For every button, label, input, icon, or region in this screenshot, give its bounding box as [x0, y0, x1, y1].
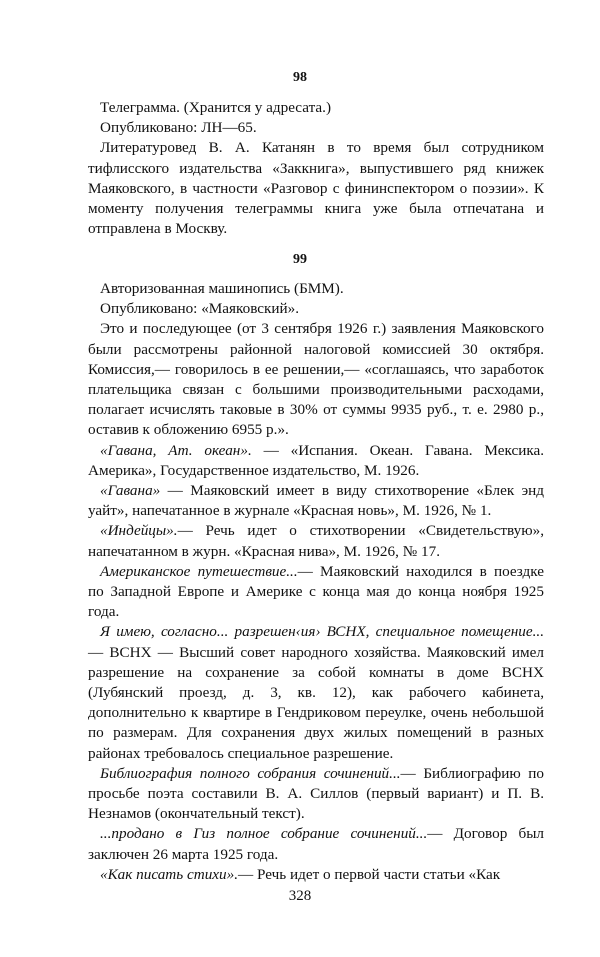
note-text: — «Испания. Океан. Гавана. Мексика. Америка», Государственное издательство, М. 1926.: [88, 441, 545, 479]
note-text: — Речь идет о стихотворении «Свидетельствую», напечатанном в журн. «Красная нива», М. 1926, № 17.: [88, 522, 544, 560]
note-term: «Гавана»: [100, 482, 161, 500]
section-99-body: [88, 279, 544, 885]
source-note: Авторизованная машинопись (БММ).: [100, 280, 344, 297]
note-text: — Речь идет о первой части статьи «Как: [238, 865, 501, 883]
note-term: ...продано в Гиз полное собрание сочинений...: [100, 825, 428, 843]
note-text: — Договор был заключен 26 марта 1925 года.: [88, 825, 544, 863]
note-paragraph: [88, 865, 544, 885]
commentary-paragraph: Литературовед В. А. Катанян в то время был сотрудником тифлисского издательства «Заккнига», выпустившего ряд книжек Маяковского, в частности «Разговор с фининспектором о поэзии». К моменту получения телеграммы книга уже была отпечатана и отправлена в Москву.: [88, 139, 544, 238]
note-paragraph: [88, 824, 544, 864]
published-note: Опубликовано: ЛН—65.: [100, 119, 257, 137]
note-paragraph: [88, 441, 544, 481]
note-text: — Маяковский находился в поездке по Западной Европе и Америке с конца мая до конца ноября 1925 года.: [88, 562, 544, 621]
note-term: «Гавана, Ат. океан».: [100, 441, 252, 459]
note-term: Библиография полного собрания сочинений...: [100, 764, 401, 782]
note-term: «Как писать стихи».: [100, 865, 239, 883]
note-text: — Библиографию по просьбе поэта составили В. А. Силлов (первый вариант) и П. В. Незнамов (окончательный текст).: [88, 764, 544, 823]
note-paragraph: [88, 481, 544, 521]
note-paragraph: [88, 764, 544, 825]
note-term: Я имею, согласно... разрешен‹ия› ВСНХ, специальное помещение...: [100, 623, 544, 641]
telegram-note: Телеграмма. (Хранится у адресата.): [100, 99, 332, 116]
note-term: «Индейцы».: [100, 522, 178, 540]
section-98-body: [88, 98, 544, 239]
published-note: Опубликовано: «Маяковский».: [100, 300, 300, 318]
note-paragraph: [88, 521, 544, 561]
note-text: — ВСНХ — Высший совет народного хозяйства. Маяковский имел разрешение на сохранение за собой комнаты в доме ВСНХ (Лубянский проезд, д. 3, кв. 12), как рабочего кабинета, дополнительно к квартире в Гендриковом переулке, очень небольшой по размерам. Для сохранения двух жилых помещений в разных районах требовалось специальное разрешение.: [88, 643, 544, 762]
section-number-98: 98: [293, 70, 307, 85]
page-number: 328: [288, 888, 312, 904]
note-text: — Маяковский имеет в виду стихотворение «Блек энд уайт», напечатанное в журнале «Красная новь», М. 1926, № 1.: [88, 482, 544, 520]
note-paragraph: [88, 562, 544, 623]
intro-paragraph: Это и последующее (от 3 сентября 1926 г.) заявления Маяковского были рассмотрены районной налоговой комиссией 30 октября. Комиссия,— говорилось в ее решении,— «соглашаясь, что заработок плательщика связан с большими производительными расходами, полагает исчислять таковые в 30% от суммы 9935 руб., т. е. 2980 р., оставив к обложению 6955 р.».: [88, 320, 544, 439]
note-term: Американское путешествие...: [100, 562, 298, 580]
section-number-99: 99: [293, 252, 307, 267]
note-paragraph: [88, 622, 544, 763]
